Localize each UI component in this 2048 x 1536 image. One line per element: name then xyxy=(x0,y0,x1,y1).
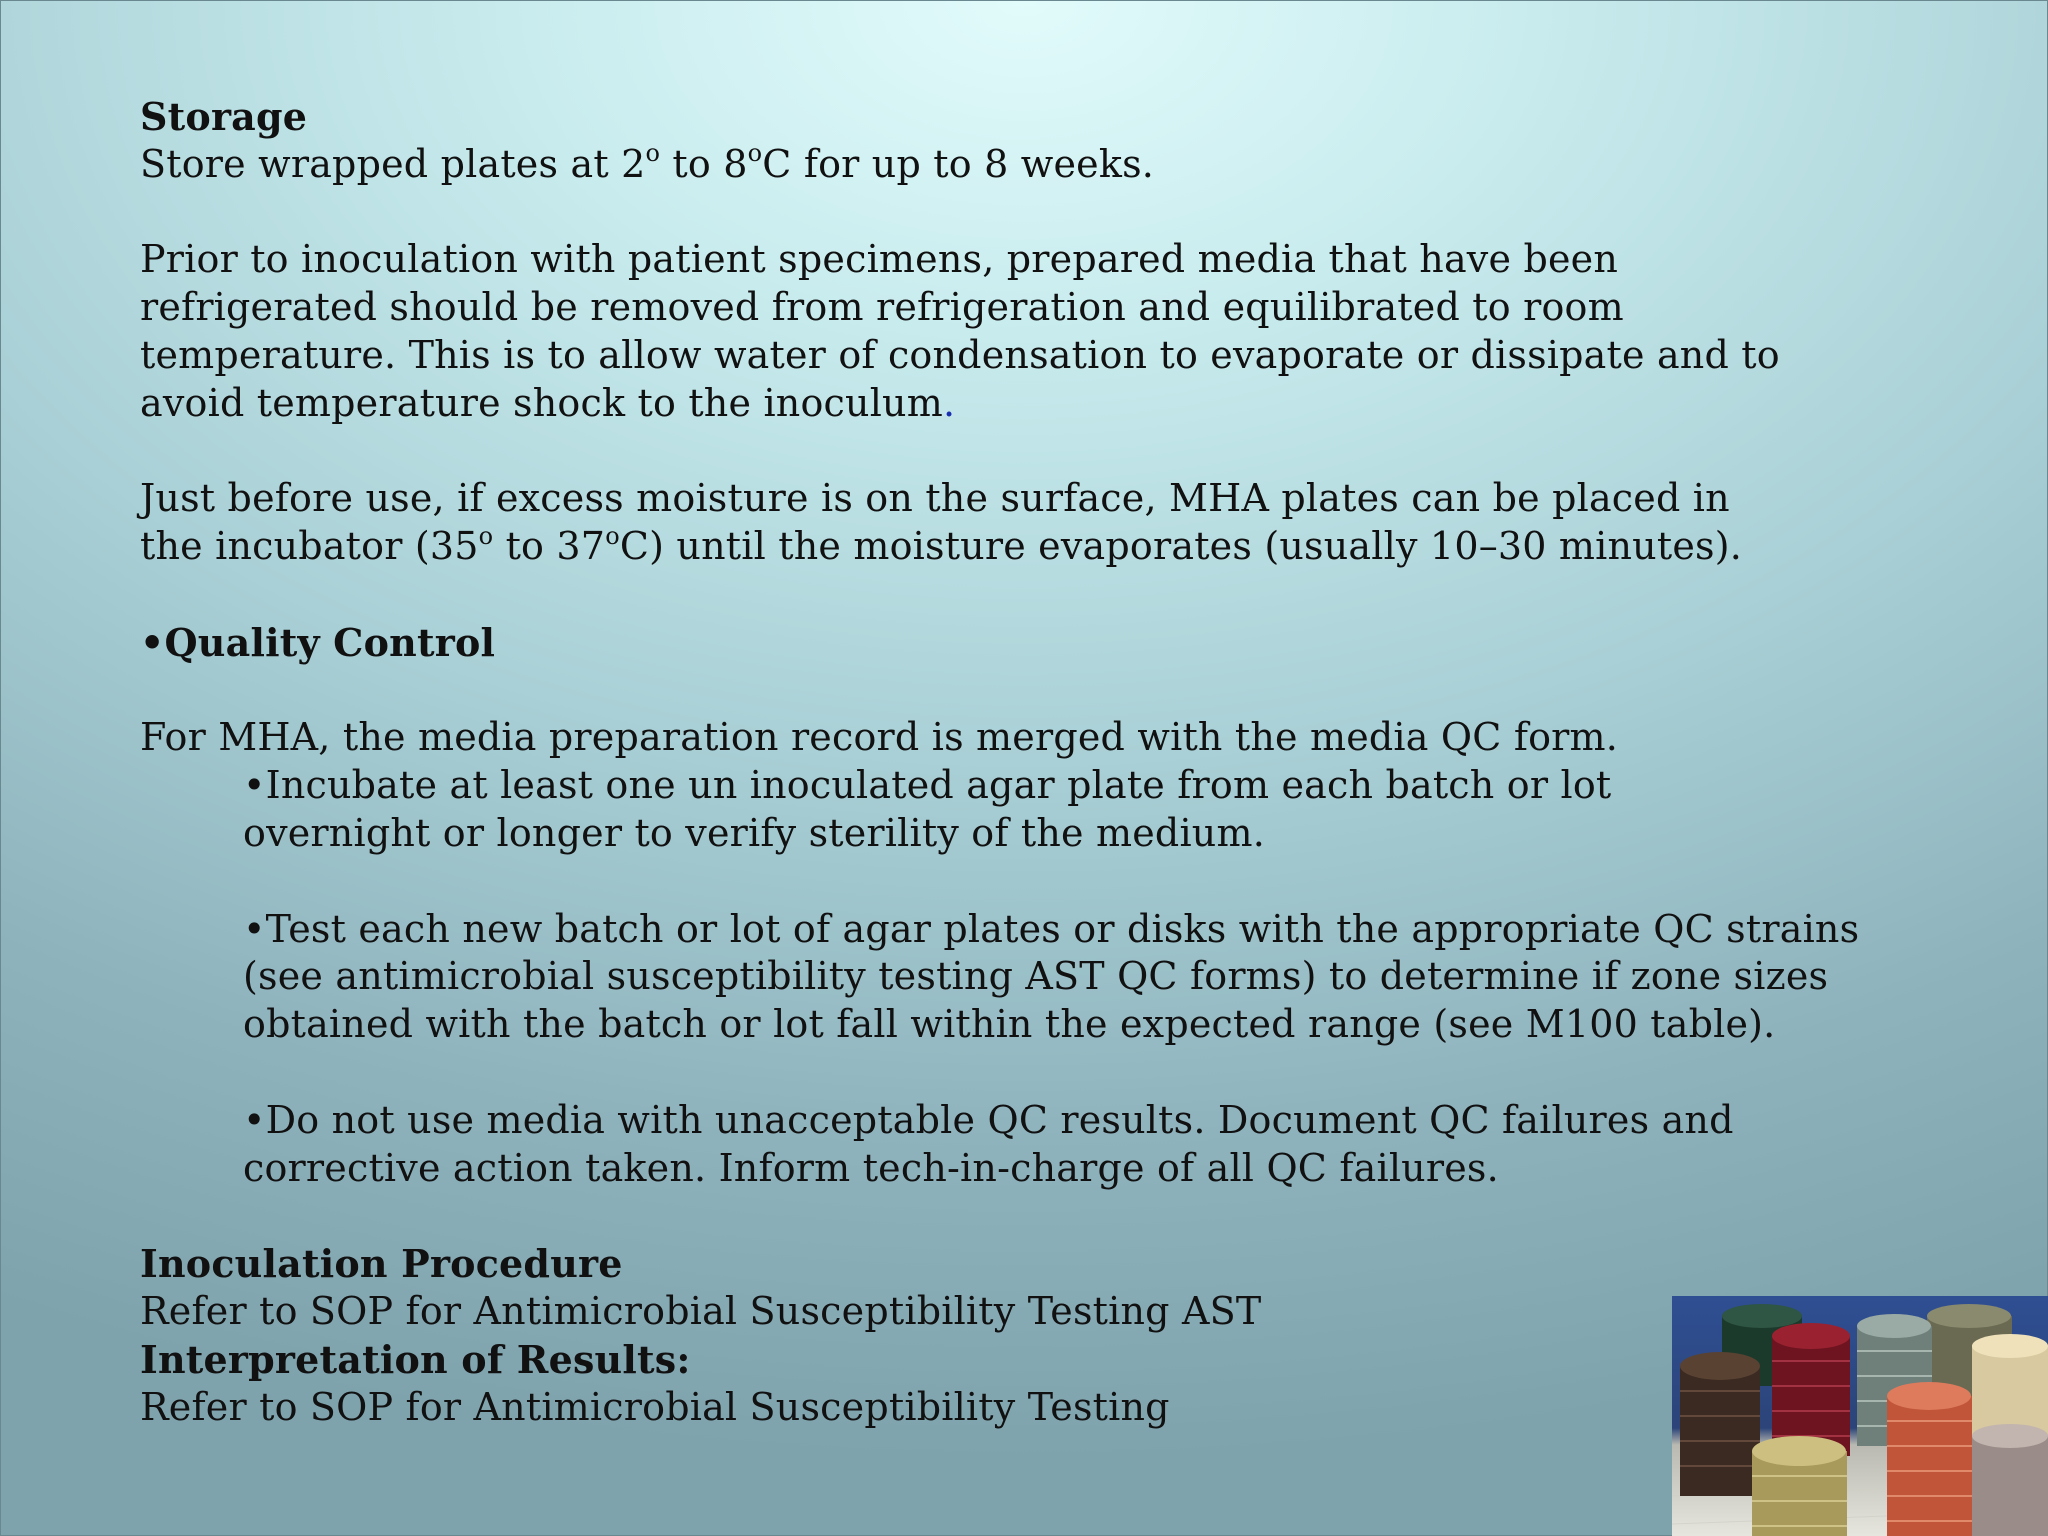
storage-heading: Storage xyxy=(140,94,308,139)
agar-plates-photo xyxy=(1672,1296,2048,1536)
agar-plates-stack-icon xyxy=(1672,1296,2048,1536)
interpretation-heading: Interpretation of Results: xyxy=(140,1336,691,1382)
slide-content xyxy=(140,93,1960,1431)
qc-bullet-failures: •Do not use media with unacceptable QC results. Document QC failures and corrective action taken. Inform tech-in-charge of all QC failures. xyxy=(243,1097,1734,1190)
moisture-paragraph: Just before use, if excess moisture is on the surface, MHA plates can be placed in the incubator (35$^o$ to 37$^o$C) until the moisture evaporates (usually 10–30 minutes). xyxy=(140,476,1743,569)
qc-bullet-test-batch: •Test each new batch or lot of agar plates or disks with the appropriate QC strains (see antimicrobial susceptibility testing AST QC forms) to determine if zone sizes obtained with the batch or lot fall within the expected range (see M100 table). xyxy=(243,906,1860,1047)
quality-control-intro: For MHA, the media preparation record is merged with the media QC form. xyxy=(140,715,1619,760)
storage-text: Store wrapped plates at 2$^o$ to 8$^o$C for up to 8 weeks. xyxy=(140,139,1155,186)
inoculation-text: Refer to SOP for Antimicrobial Susceptibility Testing AST xyxy=(140,1288,1262,1333)
qc-bullet-sterility: •Incubate at least one un inoculated agar plate from each batch or lot overnight or longer to verify sterility of the medium. xyxy=(243,763,1612,855)
interpretation-text: Refer to SOP for Antimicrobial Susceptibility Testing xyxy=(140,1384,1170,1429)
inoculation-heading: Inoculation Procedure xyxy=(140,1241,623,1287)
quality-control-heading: •Quality Control xyxy=(140,619,496,665)
prior-inoculation-paragraph: Prior to inoculation with patient specimens, prepared media that have been refrigerated should be removed from refrigeration and equilibrated to room temperature. This is to allow water of condensation to evaporate or dissipate and to avoid temperature shock to the inoculum. xyxy=(140,237,1780,425)
